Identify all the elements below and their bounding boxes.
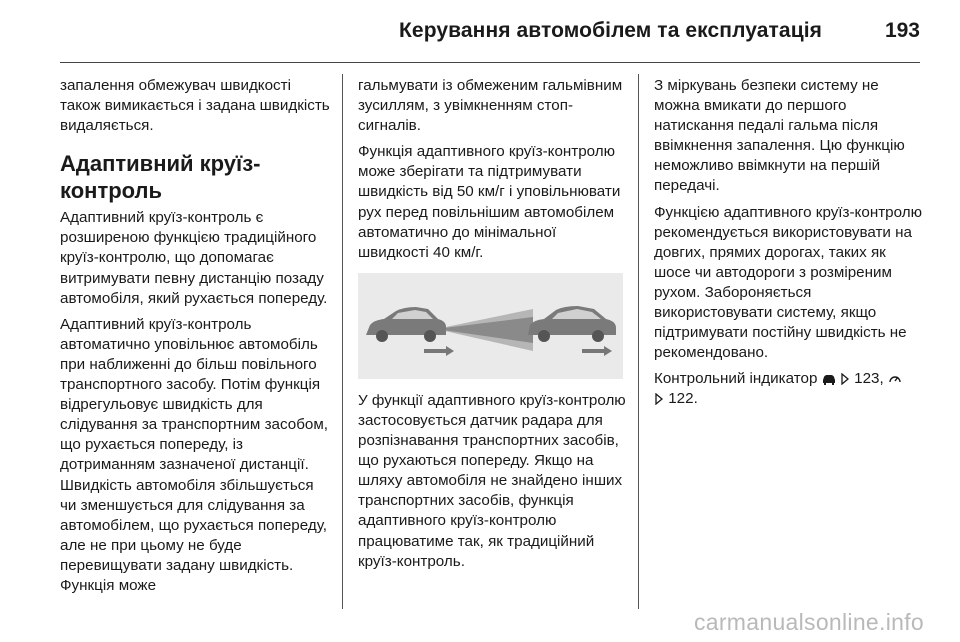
page-reference-icon[interactable] <box>654 393 664 405</box>
page-header-title: Керування автомобілем та експлуатація <box>399 19 822 42</box>
car-icon <box>528 306 616 342</box>
section-heading: Адаптивний круїз-контроль <box>60 151 261 204</box>
arrow-right-icon <box>424 346 454 356</box>
header-divider <box>60 62 920 63</box>
indicator-label: Контрольний індикатор <box>654 370 818 388</box>
column-divider <box>342 74 343 609</box>
column-divider <box>638 74 639 609</box>
paragraph: З міркувань безпеки систему не можна вмикати до першого натискання педалі гальма після ввімкнення запалення. Цю функцію неможливо ввімкнути на першій передачі. <box>654 77 905 195</box>
paragraph: У функції адаптивного круїз-контролю застосовується датчик радара для розпізнавання транспортних засобів, що рухаються попереду. Якщо на шляху автомобіля не знайдено інших транспортних засобів, функція адаптивного круїз-контролю працюватиме так, як традиційний круїз-контроль. <box>358 391 626 570</box>
paragraph: гальмувати із обмеженим гальмівним зусиллям, з увімкненням стоп-сигналів. <box>358 77 623 135</box>
watermark: carmanualsonline.info <box>693 609 924 635</box>
paragraph: Адаптивний круїз-контроль є розширеною функцією традиційного круїз-контролю, що допомагає витримувати певну дистанцію позаду автомобіля, який рухається попереду. <box>60 209 328 307</box>
acc-illustration <box>358 273 623 379</box>
page-number: 193 <box>884 19 920 42</box>
page-reference[interactable]: 122. <box>668 390 698 408</box>
car-icon <box>822 372 836 385</box>
paragraph: Адаптивний круїз-контроль автоматично уповільнює автомобіль при наближенні до більш повільного транспортного засобу. Потім функція відрегульовує швидкість для слідування за транспортним засобом, що рухається попереду, із дотриманням зазначеної дистанції. Швидкість автомобіля збільшується чи зменшується для слідування за автомобілем, що рухається попереду, але не при цьому не буде перевищувати задану швидкість. Функція може <box>60 315 329 594</box>
column-3 <box>654 76 926 416</box>
paragraph: запалення обмежувач швидкості також вимикається і задана швидкість видаляється. <box>60 77 330 135</box>
car-icon <box>366 307 446 342</box>
paragraph: Функцією адаптивного круїз-контролю рекомендується використовувати на довгих, прямих дорогах, таких як шосе чи автодороги з розміреним рухом. Забороняється використовувати систему, якщо підтримувати постійну швидкість не рекомендовано. <box>654 203 922 362</box>
paragraph: Функція адаптивного круїз-контролю може зберігати та підтримувати швидкість від 50 км/г і уповільнювати рух перед повільнішим автомобілем автоматично до мінімальної швидкості 40 км/г. <box>358 143 621 261</box>
column-1 <box>60 76 332 602</box>
page-reference[interactable]: 123, <box>854 370 884 388</box>
speedometer-icon <box>888 372 902 385</box>
column-2 <box>358 76 630 578</box>
indicator-reference <box>654 369 926 409</box>
page-reference-icon[interactable] <box>840 373 850 385</box>
arrow-right-icon <box>582 346 612 356</box>
